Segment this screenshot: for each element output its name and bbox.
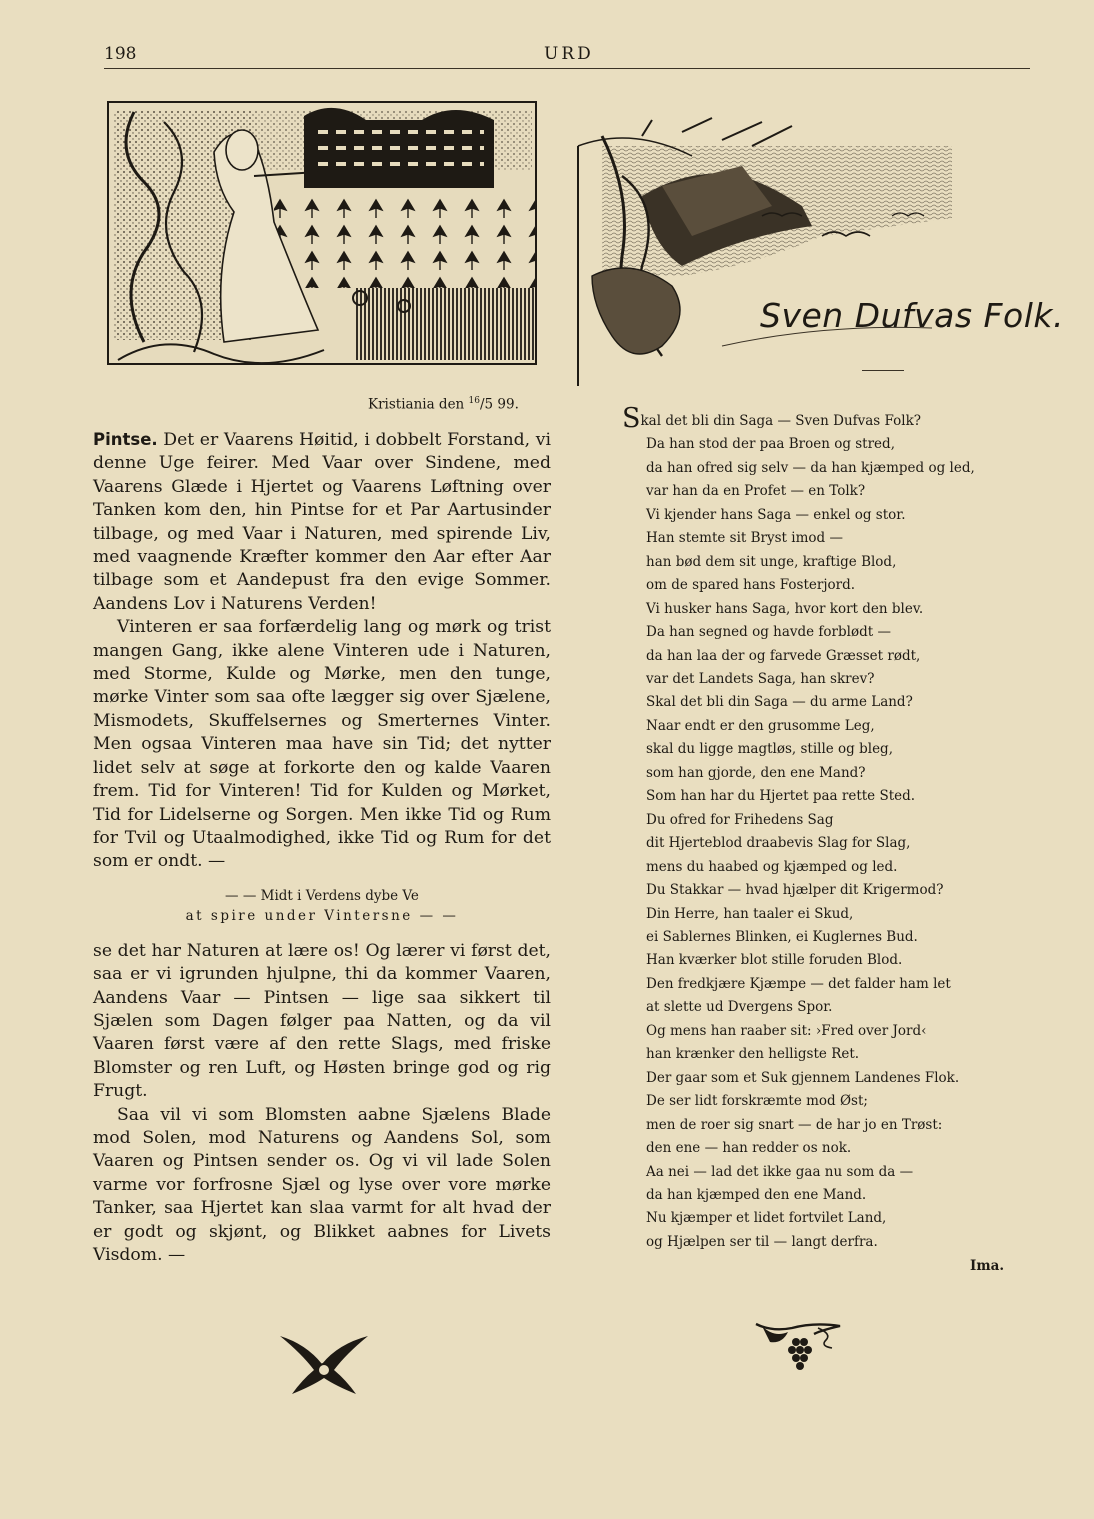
poem-line: Den fredkjære Kjæmpe — det falder ham let [646,975,951,992]
poem-line: Da han stod der paa Broen og stred, [646,436,895,453]
poem-line: dit Hjerteblod draabevis Slag for Slag, [646,835,911,852]
page-number: 198 [104,44,137,64]
poem-line: han krænker den helligste Ret. [646,1046,860,1063]
poem-line: Skal det bli din Saga — du arme Land? [646,694,913,711]
poem-line: Vi kjender hans Saga — enkel og stor. [646,506,906,523]
poem-line: men de roer sig snart — de har jo en Trøst: [646,1116,943,1133]
poem-line: Din Herre, han taaler ei Skud, [646,905,854,922]
right-end-ornament [752,1318,844,1374]
pintse-illustration [104,92,540,368]
poem-signature: Ima. [970,1258,1005,1274]
article-paragraph: se det har Naturen at lære os! Og lærer vi først det, saa er vi igrunden hjulpne, thi da kommer Vaaren, Aandens Vaar — Pintsen — lige saa sikkert til Sjælen som Dagen følger paa Natten, og da vil Vaaren først være af den rette Slags, med friske Blomster og ren Luft, og Høsten bringe god og rig Frugt. [93,940,551,1102]
poem-line: Vi husker hans Saga, hvor kort den blev. [646,600,924,617]
poem-line: Da han segned og havde forblødt — [646,624,891,641]
poem-line: da han ofred sig selv — da han kjæmped og led, [646,459,975,476]
dateline: Kristiania den $^{16}$/5 99. [368,396,519,413]
poem-line: ei Sablernes Blinken, ei Kuglernes Bud. [646,928,918,945]
running-title: URD [544,44,594,64]
poem-line: Aa nei — lad det ikke gaa nu som da — [646,1163,914,1180]
poem-line: Naar endt er den grusomme Leg, [646,717,875,734]
left-end-ornament [276,1330,372,1400]
running-header [104,40,1030,69]
poem-title: Sven Dufvas Folk. [760,296,1065,335]
poem-line: da han laa der og farvede Græsset rødt, [646,647,921,664]
poem [622,403,1012,1254]
poem-line: Der gaar som et Suk gjennem Landenes Flok. [646,1069,960,1086]
quoted-verse [93,886,551,926]
article-paragraph: Vinteren er saa forfærdelig lang og mørk og trist mangen Gang, ikke alene Vinteren ude i Naturen, med Storme, Kulde og Mørke, men den tunge, mørke Vinter som saa ofte lægger sig over Sjælene, Mismodets, Skuffelsernes og Smerternes Vinter. Men ogsaa Vinteren maa have sin Tid; det nytter lidet selv at søge at forkorte den og kalde Vaaren frem. Tid for Vinteren! Tid for Kulden og Mørket, Tid for Lidelserne og Sorgen. Men ikke Tid og Rum for Tvil og Utaalmodighed, ikke Tid og Rum for det som er ondt. — [93,617,551,872]
poem-line: Som han har du Hjertet paa rette Sted. [646,788,916,805]
poem-line: om de spared hans Fosterjord. [646,577,856,594]
article-paragraph: Pintse. Det er Vaarens Høitid, i dobbelt Forstand, vi denne Uge feirer. Med Vaar over Sindene, med Vaarens Glæde i Hjertet og Vaarens Løftning over Tanken kom den, hin Pintse for et Par Aartusinder tilbage, og med Vaar i Naturen, med spirende Liv, med vaagnende Kræfter kommer den Aar efter Aar tilbage som et Aandepust fra den evige Sommer. Aandens Lov i Naturens Verden! [93,430,551,614]
poem-line: Han kværker blot stille foruden Blod. [646,952,903,969]
coast-illustration [572,116,1022,388]
poem-line: mens du haabed og kjæmped og led. [646,858,898,875]
poem-line: han bød dem sit unge, kraftige Blod, [646,553,897,570]
poem-line: Du ofred for Frihedens Sag [646,811,834,828]
poem-line: var han da en Profet — en Tolk? [646,483,866,500]
poem-line: og Hjælpen ser til — langt derfra. [646,1233,878,1250]
article-column [93,428,551,1267]
poem-line: Han stemte sit Bryst imod — [646,530,843,547]
poem-title-rule [862,370,904,371]
poem-line: Skal det bli din Saga — Sven Dufvas Folk? [622,403,922,434]
drop-cap: S [622,403,641,434]
poem-line: skal du ligge magtløs, stille og bleg, [646,741,893,758]
verse-line: — — Midt i Verdens dybe Ve [225,887,419,904]
poem-line: De ser lidt forskræmte mod Øst; [646,1093,868,1110]
lead-word: Pintse. [93,430,158,449]
poem-line: var det Landets Saga, han skrev? [646,670,875,687]
poem-line: Nu kjæmper et lidet fortvilet Land, [646,1210,887,1227]
poem-line: da han kjæmped den ene Mand. [646,1186,867,1203]
poem-line: den ene — han redder os nok. [646,1140,852,1157]
poem-line: Du Stakkar — hvad hjælper dit Krigermod? [646,882,944,899]
poem-line: Og mens han raaber sit: ›Fred over Jord‹ [646,1022,927,1039]
verse-line: at spire under Vintersne — — [185,907,459,924]
article-paragraph: Saa vil vi som Blomsten aabne Sjælens Blade mod Solen, mod Naturens og Aandens Sol, som Vaaren og Pintsen sender os. Og vi vil lade Solen varme vor forfrosne Sjæl og lyse over vore mørke Tanker, saa Hjertet kan slaa varmt for alt hvad der er godt og skjønt, og Blikket aabnes for Livets Visdom. — [93,1104,551,1265]
poem-line: at slette ud Dvergens Spor. [646,999,833,1016]
poem-line: som han gjorde, den ene Mand? [646,764,866,781]
